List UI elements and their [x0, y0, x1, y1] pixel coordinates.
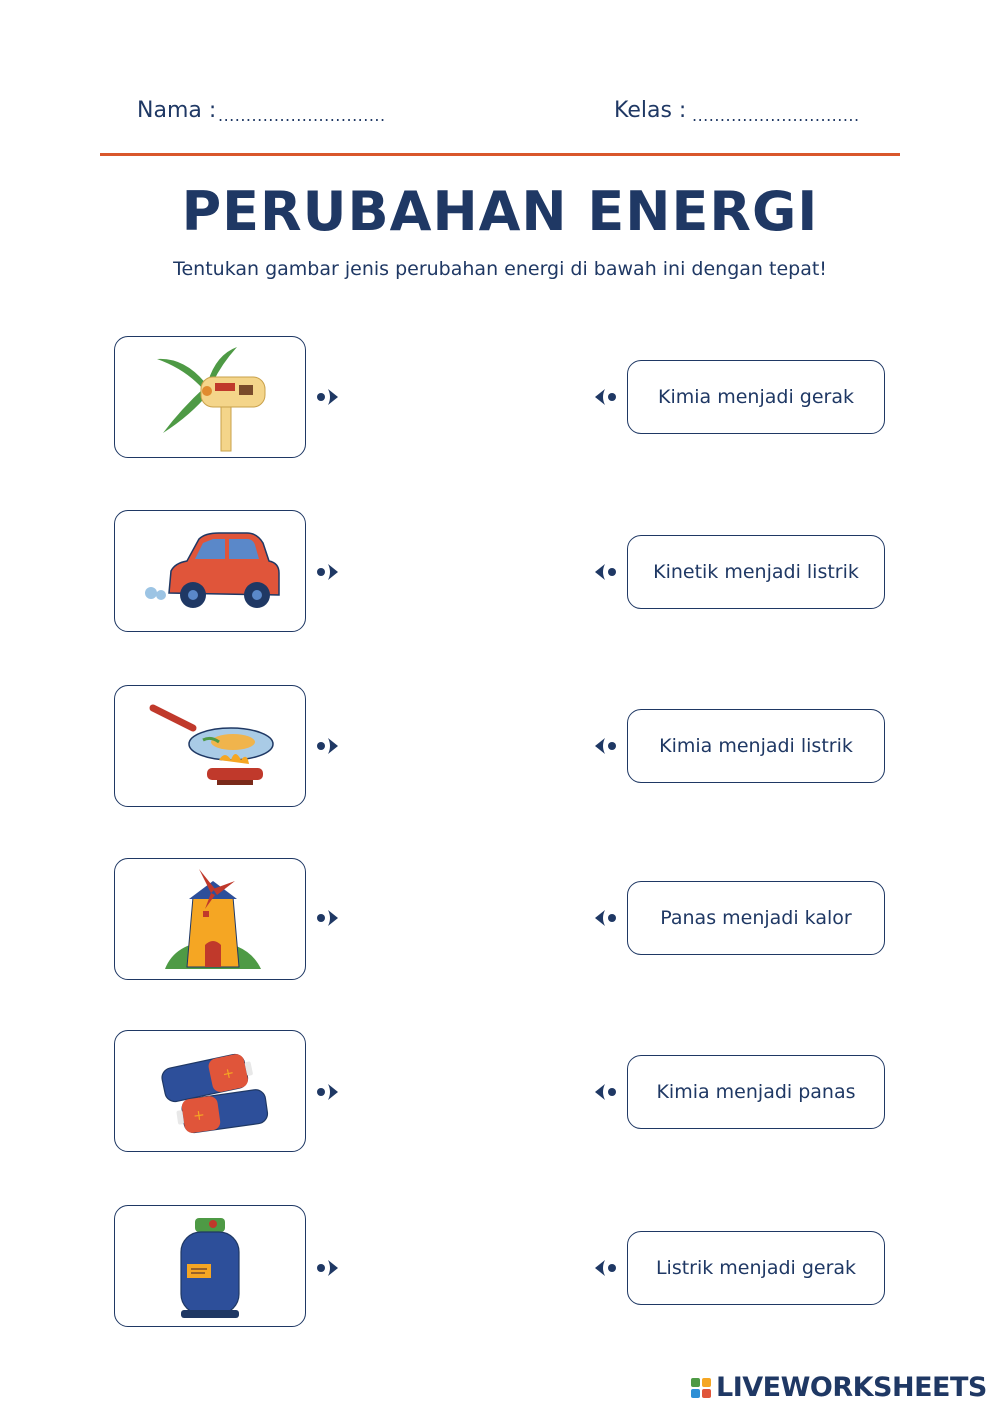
match-dot-left-2[interactable]	[316, 560, 342, 584]
option-box-1[interactable]: Kimia menjadi gerak	[627, 360, 885, 434]
picture-card-5	[114, 1030, 306, 1152]
brand-footer	[690, 1372, 987, 1403]
worksheet-title: PERUBAHAN ENERGI	[181, 180, 819, 243]
option-box-4[interactable]: Panas menjadi kalor	[627, 881, 885, 955]
match-dot-right-4[interactable]	[591, 906, 617, 930]
windmill-icon	[115, 859, 307, 981]
option-box-5[interactable]: Kimia menjadi panas	[627, 1055, 885, 1129]
class-label: Kelas :	[614, 98, 687, 123]
name-blank[interactable]: ..............................	[218, 106, 386, 125]
option-box-3[interactable]: Kimia menjadi listrik	[627, 709, 885, 783]
picture-card-6	[114, 1205, 306, 1327]
match-dot-left-3[interactable]	[316, 734, 342, 758]
option-box-2[interactable]: Kinetik menjadi listrik	[627, 535, 885, 609]
match-dot-left-5[interactable]	[316, 1080, 342, 1104]
match-dot-right-3[interactable]	[591, 734, 617, 758]
brand-name: LIVEWORKSHEETS	[716, 1372, 987, 1403]
gas-cylinder-icon	[115, 1206, 307, 1328]
liveworksheets-logo-icon	[690, 1377, 712, 1399]
svg-text:+: +	[192, 1107, 206, 1125]
match-dot-right-5[interactable]	[591, 1080, 617, 1104]
svg-text:+: +	[220, 1064, 236, 1084]
match-dot-right-6[interactable]	[591, 1256, 617, 1280]
wind-turbine-icon	[115, 337, 307, 459]
match-dot-right-2[interactable]	[591, 560, 617, 584]
instruction-text: Tentukan gambar jenis perubahan energi di bawah ini dengan tepat!	[173, 258, 827, 280]
match-dot-left-6[interactable]	[316, 1256, 342, 1280]
match-dot-left-4[interactable]	[316, 906, 342, 930]
header-divider	[100, 153, 900, 156]
option-box-6[interactable]: Listrik menjadi gerak	[627, 1231, 885, 1305]
name-label: Nama :	[137, 98, 217, 123]
frying-pan-on-stove-icon	[115, 686, 307, 808]
car-icon	[115, 511, 307, 633]
batteries-icon	[115, 1031, 307, 1153]
match-dot-left-1[interactable]	[316, 385, 342, 409]
match-dot-right-1[interactable]	[591, 385, 617, 409]
picture-card-1	[114, 336, 306, 458]
picture-card-4	[114, 858, 306, 980]
picture-card-2	[114, 510, 306, 632]
picture-card-3	[114, 685, 306, 807]
class-blank[interactable]: ..............................	[692, 106, 860, 125]
